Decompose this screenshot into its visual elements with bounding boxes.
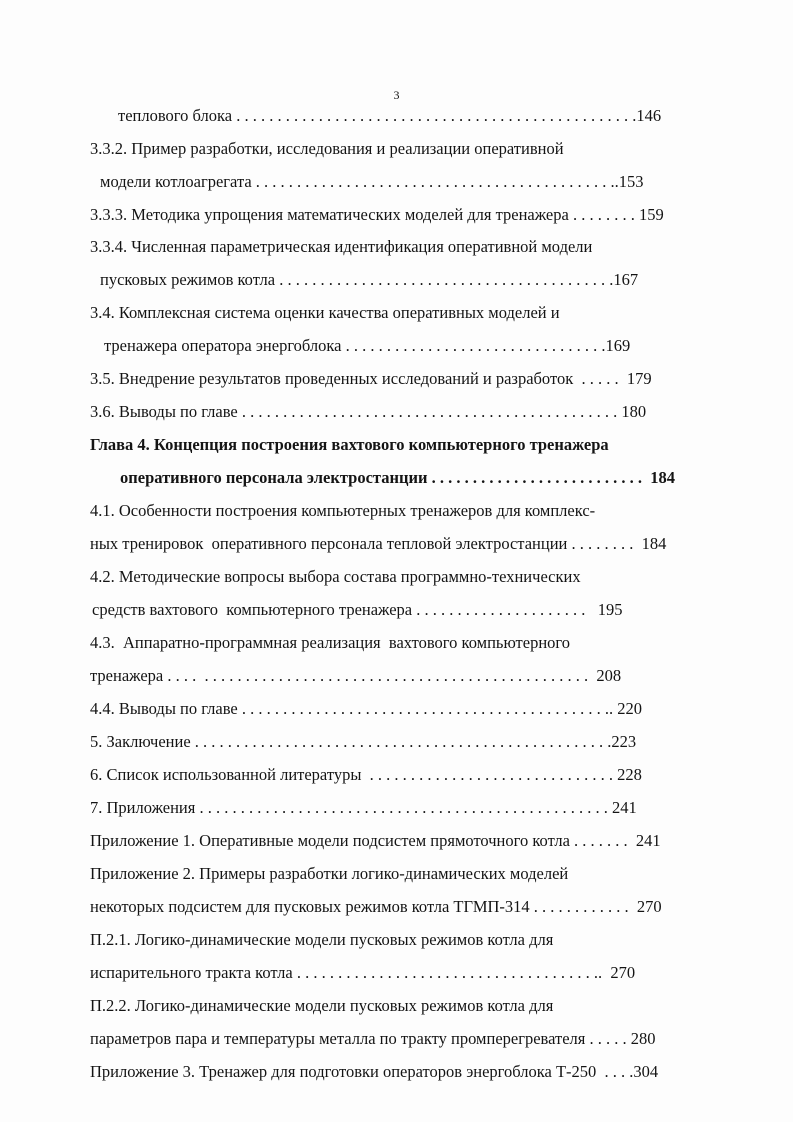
page-number: 3 [393,88,400,102]
